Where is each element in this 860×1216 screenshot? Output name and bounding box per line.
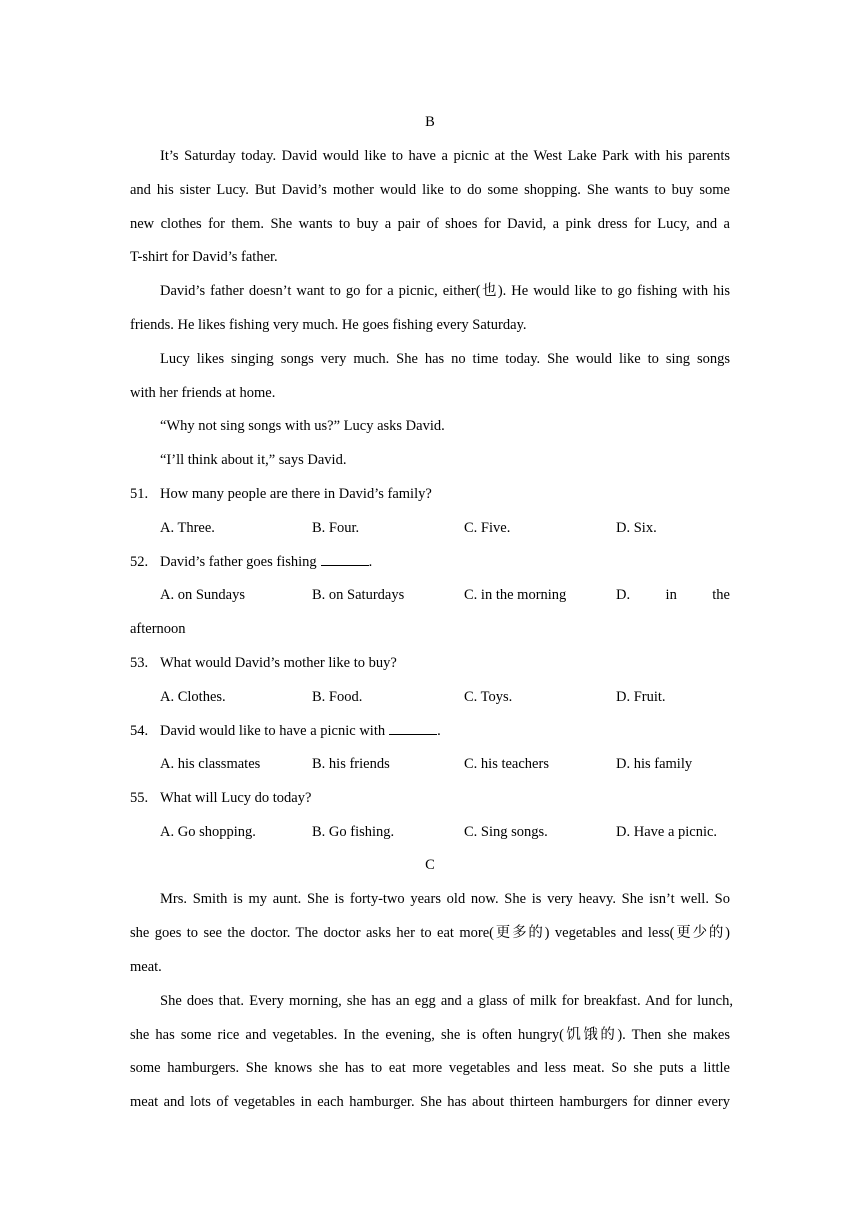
- passage-b-line: with her friends at home.: [130, 385, 276, 401]
- question-text: David would like to have a picnic with: [160, 723, 386, 739]
- option-a: A. Clothes.: [160, 689, 226, 705]
- option-d: [616, 585, 730, 605]
- question-53-options: [160, 687, 730, 707]
- question-55-options: [160, 822, 730, 842]
- option-d-word: the: [712, 587, 730, 603]
- option-d-word: in: [665, 587, 677, 603]
- section-b-heading: B: [425, 114, 435, 130]
- question-51: [130, 484, 730, 504]
- option-a: A. Three.: [160, 520, 215, 536]
- question-54-options: [160, 754, 730, 774]
- option-b: B. Four.: [312, 520, 360, 536]
- question-52-options: [160, 585, 730, 605]
- question-text: What will Lucy do today?: [160, 790, 312, 806]
- answer-blank: [321, 551, 369, 566]
- option-c: C. his teachers: [464, 756, 549, 772]
- passage-b-line: “Why not sing songs with us?” Lucy asks David.: [160, 418, 445, 434]
- question-tail: .: [368, 554, 373, 570]
- option-c: C. Five.: [464, 520, 511, 536]
- option-d: D. Fruit.: [616, 689, 666, 705]
- option-d: D. Have a picnic.: [616, 824, 718, 840]
- question-number: 55.: [130, 790, 149, 806]
- passage-c-line: She does that. Every morning, she has an egg and a glass of milk for breakfast. And for lunch,: [160, 993, 733, 1009]
- option-c: C. in the morning: [464, 587, 567, 603]
- option-b: B. Go fishing.: [312, 824, 395, 840]
- question-51-options: [160, 518, 730, 538]
- passage-b-line: David’s father doesn’t want to go for a picnic, either(也). He would like to go fishing with his: [160, 283, 730, 299]
- passage-c-line: meat.: [130, 959, 162, 975]
- question-54: [130, 720, 730, 740]
- question-text: David’s father goes fishing: [160, 554, 317, 570]
- passage-b-line: new clothes for them. She wants to buy a pair of shoes for David, a pink dress for Lucy, and a: [130, 216, 730, 232]
- passage-b-line: It’s Saturday today. David would like to have a picnic at the West Lake Park with his parents: [160, 148, 730, 164]
- option-b: B. his friends: [312, 756, 390, 772]
- question-55: [130, 788, 730, 808]
- passage-c-line: meat and lots of vegetables in each hamburger. She has about thirteen hamburgers for dinner every: [130, 1094, 730, 1110]
- passage-b-line: Lucy likes singing songs very much. She has no time today. She would like to sing songs: [160, 351, 730, 367]
- question-text: How many people are there in David’s family?: [160, 486, 432, 502]
- passage-c-line: she goes to see the doctor. The doctor asks her to eat more(更多的) vegetables and less(更少的): [130, 925, 730, 941]
- option-d: D. his family: [616, 756, 693, 772]
- option-a: A. Go shopping.: [160, 824, 256, 840]
- option-d: D. Six.: [616, 520, 657, 536]
- passage-b-line: and his sister Lucy. But David’s mother would like to do some shopping. She wants to buy some: [130, 182, 730, 198]
- passage-c-line: Mrs. Smith is my aunt. She is forty-two years old now. She is very heavy. She isn’t well. So: [160, 891, 730, 907]
- passage-b-line: friends. He likes fishing very much. He goes fishing every Saturday.: [130, 317, 527, 333]
- option-b: B. on Saturdays: [312, 587, 405, 603]
- question-number: 51.: [130, 486, 149, 502]
- question-53: [130, 653, 730, 673]
- question-52: [130, 551, 730, 571]
- passage-c-line: she has some rice and vegetables. In the evening, she is often hungry(饥饿的). Then she makes: [130, 1027, 730, 1043]
- question-number: 52.: [130, 554, 149, 570]
- option-c: C. Toys.: [464, 689, 513, 705]
- passage-b-line: T-shirt for David’s father.: [130, 249, 278, 265]
- passage-b-line: “I’ll think about it,” says David.: [160, 452, 347, 468]
- option-a: A. on Sundays: [160, 587, 245, 603]
- option-b: B. Food.: [312, 689, 363, 705]
- question-tail: .: [437, 723, 441, 739]
- question-text: What would David’s mother like to buy?: [160, 655, 397, 671]
- option-d-continuation: afternoon: [130, 621, 186, 637]
- option-a: A. his classmates: [160, 756, 261, 772]
- question-number: 54.: [130, 723, 149, 739]
- passage-c-line: some hamburgers. She knows she has to eat more vegetables and less meat. So she puts a little: [130, 1060, 730, 1076]
- option-d-word: D.: [616, 587, 631, 603]
- option-c: C. Sing songs.: [464, 824, 548, 840]
- answer-blank: [389, 720, 437, 735]
- question-number: 53.: [130, 655, 149, 671]
- section-c-heading: C: [425, 857, 435, 873]
